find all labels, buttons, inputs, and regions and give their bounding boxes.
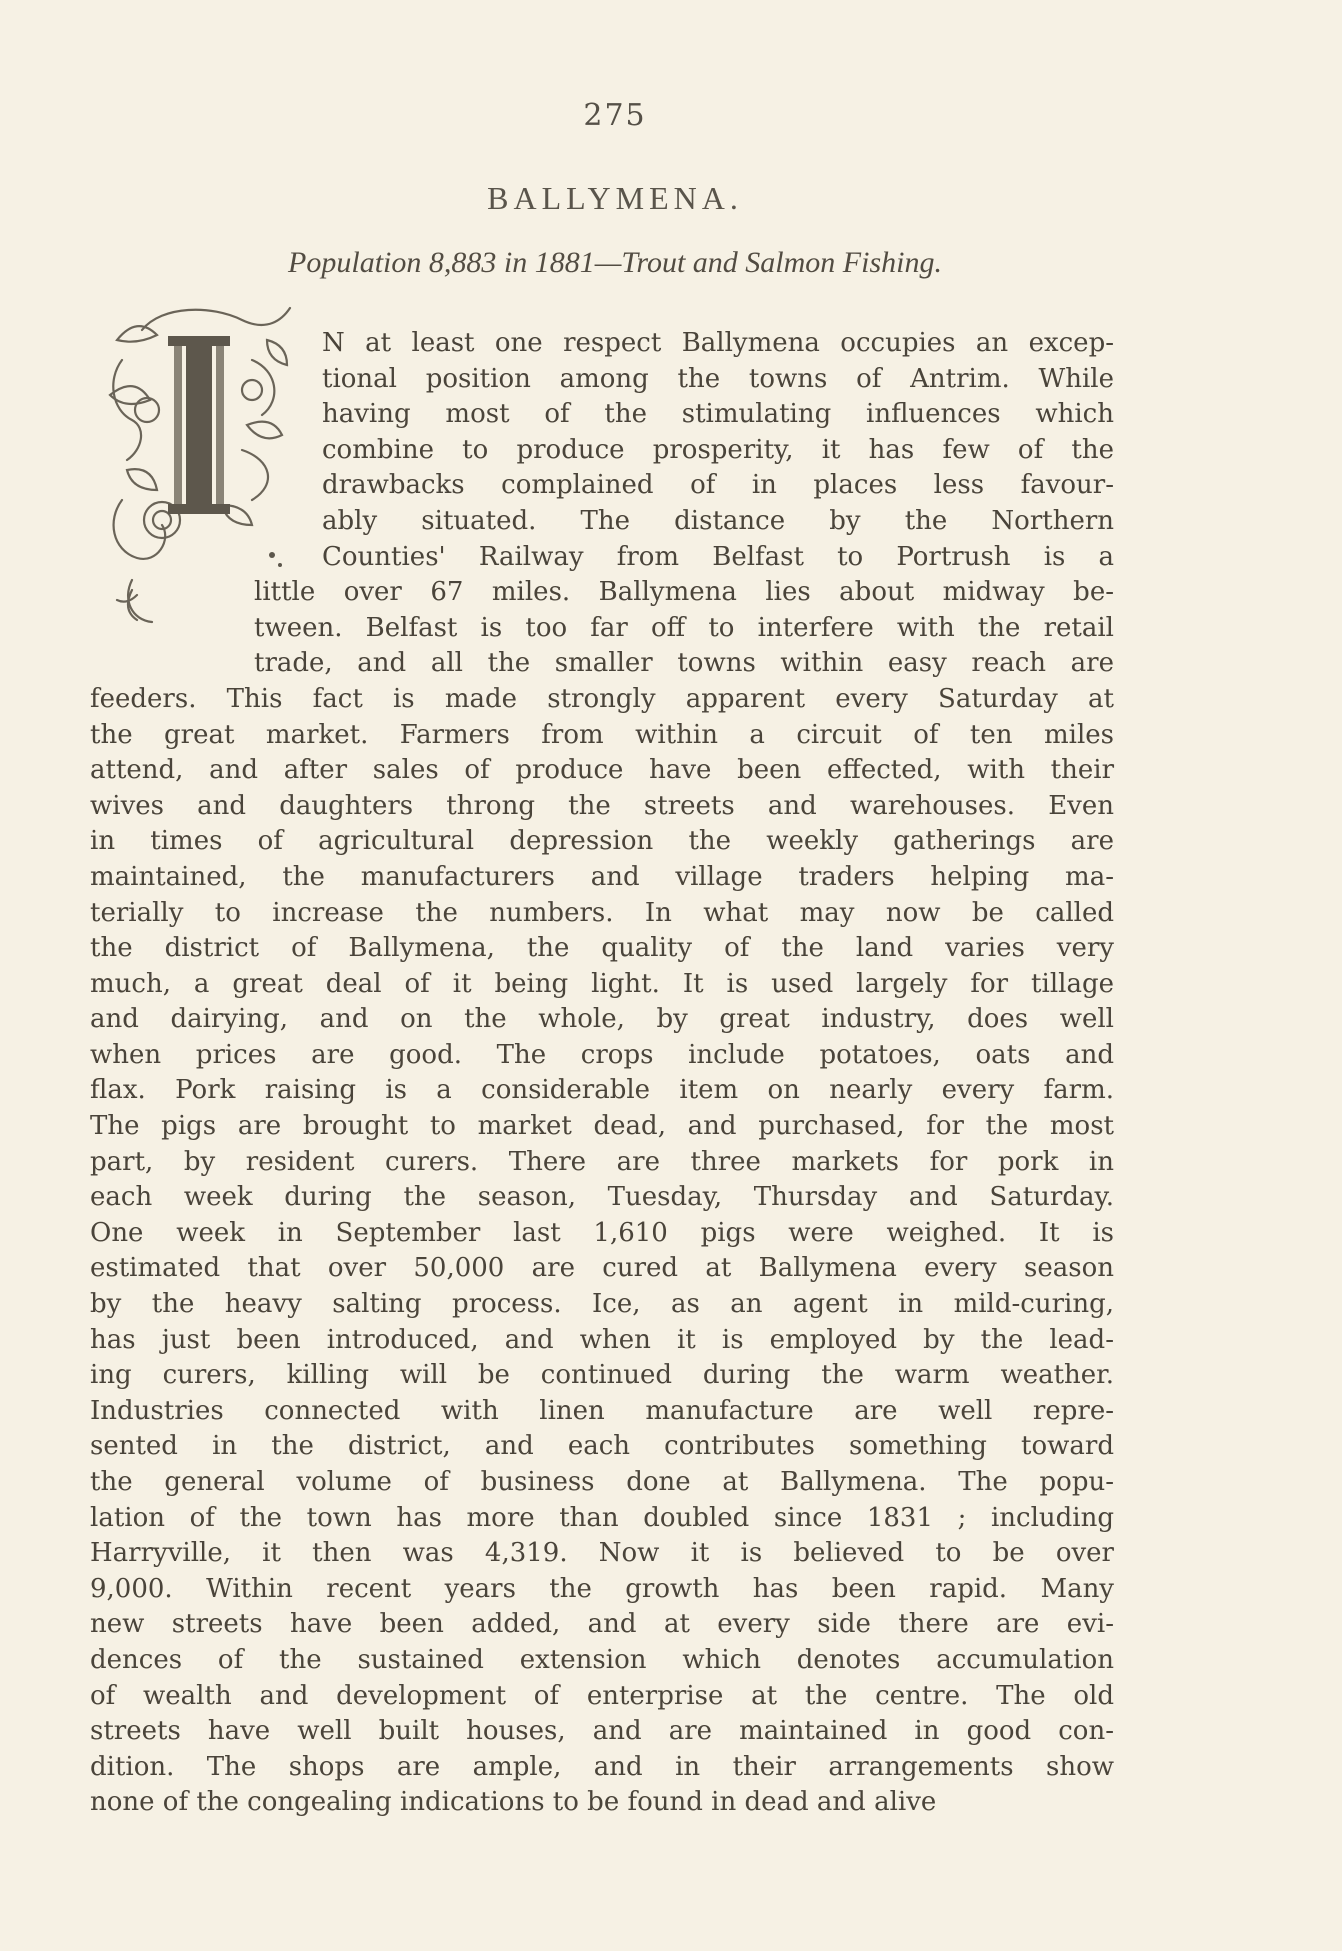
text-line: by the heavy salting process. Ice, as an agent in mild-curing, xyxy=(90,1289,1114,1320)
chapter-heading: BALLYMENA. xyxy=(487,180,743,216)
text-line: and dairying, and on the whole, by great industry, does well xyxy=(90,1004,1114,1035)
text-line: trade, and all the smaller towns within easy reach are xyxy=(254,648,1114,679)
text-line: in times of agricultural depression the weekly gatherings are xyxy=(90,826,1114,857)
text-line: 9,000. Within recent years the growth has been rapid. Many xyxy=(90,1573,1114,1604)
text-line: terially to increase the numbers. In what may now be called xyxy=(90,897,1114,928)
text-line: combine to produce prosperity, it has few of the xyxy=(322,434,1114,465)
text-line: feeders. This fact is made strongly apparent every Saturday at xyxy=(90,683,1114,714)
text-line: ing curers, killing will be continued during the warm weather. xyxy=(90,1360,1114,1391)
text-line: has just been introduced, and when it is employed by the lead- xyxy=(90,1324,1114,1355)
text-line: sented in the district, and each contributes something toward xyxy=(90,1431,1114,1462)
text-line: N at least one respect Ballymena occupies an excep- xyxy=(322,328,1114,358)
text-line: having most of the stimulating influences which xyxy=(322,399,1114,430)
text-line: each week during the season, Tuesday, Thursday and Saturday. xyxy=(90,1182,1114,1213)
text-line: lation of the town has more than doubled since 1831 ; including xyxy=(90,1502,1114,1533)
text-line: streets have well built houses, and are maintained in good con- xyxy=(90,1716,1114,1747)
text-line: part, by resident curers. There are three markets for pork in xyxy=(90,1146,1114,1177)
text-line: flax. Pork raising is a considerable item on nearly every farm. xyxy=(90,1075,1114,1106)
text-line: The pigs are brought to market dead, and purchased, for the most xyxy=(90,1111,1114,1142)
text-line: tional position among the towns of Antrim. While xyxy=(322,363,1114,394)
text-line: attend, and after sales of produce have been effected, with their xyxy=(90,755,1114,786)
page-number: 275 xyxy=(583,98,647,133)
text-line: the district of Ballymena, the quality of the land varies very xyxy=(90,933,1114,964)
text-line: Counties' Railway from Belfast to Portrush is a xyxy=(322,541,1114,572)
text-line: wives and daughters throng the streets and warehouses. Even xyxy=(90,790,1114,821)
text-line: the general volume of business done at Ballymena. The popu- xyxy=(90,1467,1114,1497)
body-text xyxy=(90,326,1114,1821)
text-line: when prices are good. The crops include potatoes, oats and xyxy=(90,1039,1114,1070)
text-line: little over 67 miles. Ballymena lies about midway be- xyxy=(254,577,1114,608)
text-line: drawbacks complained of in places less favour- xyxy=(322,470,1114,501)
text-line: dences of the sustained extension which denotes accumulation xyxy=(90,1644,1114,1675)
text-line: estimated that over 50,000 are cured at Ballymena every season xyxy=(90,1253,1114,1284)
text-line: ably situated. The distance by the Northern xyxy=(322,505,1114,536)
text-line: tween. Belfast is too far off to interfere with the retail xyxy=(254,612,1114,643)
text-line: much, a great deal of it being light. It is used largely for tillage xyxy=(90,968,1114,999)
text-line: dition. The shops are ample, and in their arrangements show xyxy=(90,1751,1114,1782)
text-line: Harryville, it then was 4,319. Now it is believed to be over xyxy=(90,1538,1114,1569)
text-line: none of the congealing indications to be found in dead and alive xyxy=(90,1787,937,1818)
text-line: of wealth and development of enterprise at the centre. The old xyxy=(90,1680,1114,1711)
text-line: the great market. Farmers from within a circuit of ten miles xyxy=(90,719,1114,750)
text-line: Industries connected with linen manufacture are well repre- xyxy=(90,1395,1114,1426)
chapter-subheading: Population 8,883 in 1881—Trout and Salmon Fishing. xyxy=(288,246,942,279)
text-line: One week in September last 1,610 pigs were weighed. It is xyxy=(90,1217,1114,1248)
text-line: new streets have been added, and at every side there are evi- xyxy=(90,1609,1114,1640)
text-line: maintained, the manufacturers and village traders helping ma- xyxy=(90,861,1114,892)
